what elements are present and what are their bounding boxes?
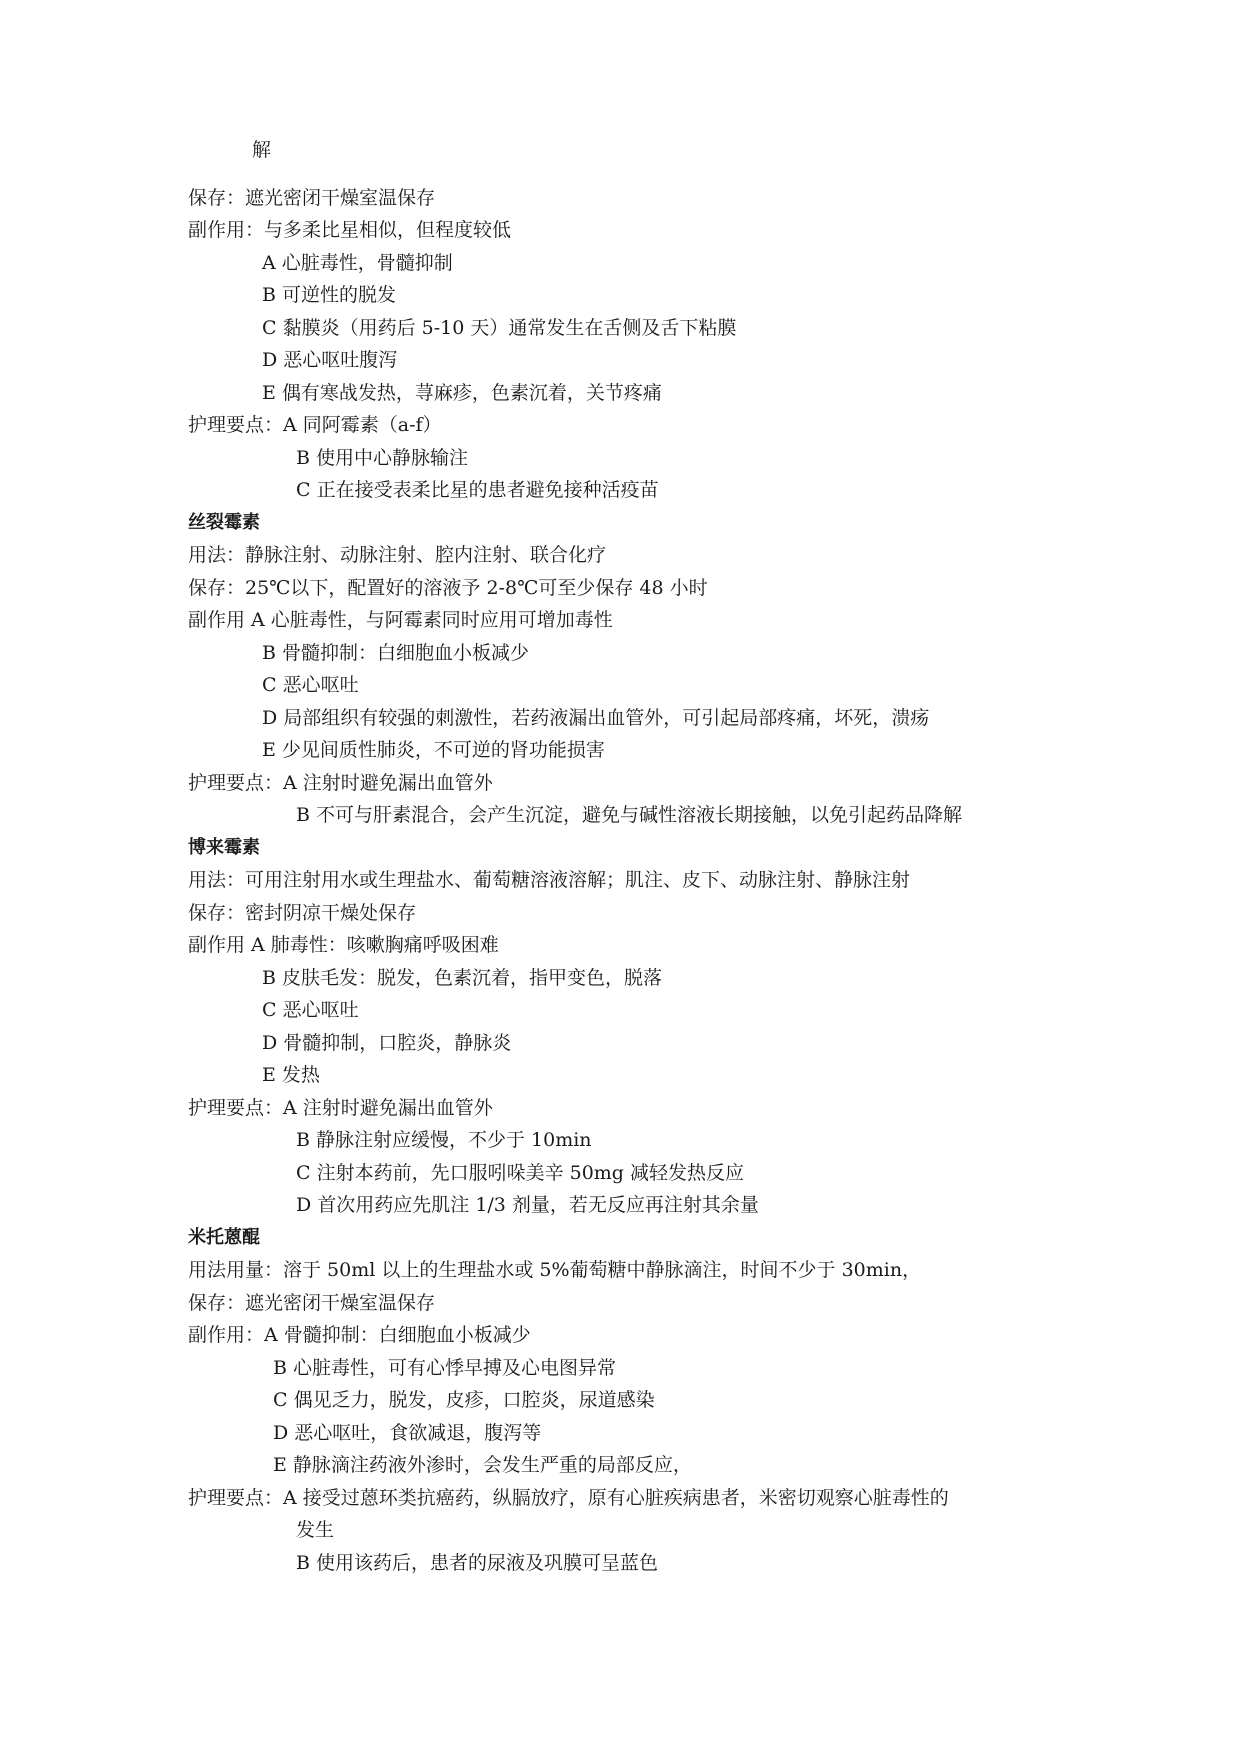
text-line: B 使用中心静脉输注 xyxy=(296,447,469,469)
text-line: C 恶心呕吐 xyxy=(262,999,359,1021)
text-line: 护理要点：A 注射时避免漏出血管外 xyxy=(188,1097,493,1119)
text-line: B 心脏毒性，可有心悸早搏及心电图异常 xyxy=(273,1357,617,1379)
text-line: D 局部组织有较强的刺激性，若药液漏出血管外，可引起局部疼痛，坏死，溃疡 xyxy=(262,707,930,729)
text-line: 发生 xyxy=(296,1519,335,1541)
text-line: 副作用：与多柔比星相似，但程度较低 xyxy=(188,219,512,241)
text-line: 保存：遮光密闭干燥室温保存 xyxy=(188,1292,436,1314)
text-line: B 使用该药后，患者的尿液及巩膜可呈蓝色 xyxy=(296,1552,659,1574)
text-line: 用法：可用注射用水或生理盐水、葡萄糖溶液溶解；肌注、皮下、动脉注射、静脉注射 xyxy=(188,869,911,891)
text-line: 用法：静脉注射、动脉注射、腔内注射、联合化疗 xyxy=(188,544,607,566)
text-line: E 发热 xyxy=(262,1064,320,1086)
text-line: B 可逆性的脱发 xyxy=(262,284,397,306)
text-line: 用法用量：溶于 50ml 以上的生理盐水或 5%葡萄糖中静脉滴注，时间不少于 30min， xyxy=(188,1259,922,1281)
text-line: E 静脉滴注药液外渗时，会发生严重的局部反应， xyxy=(273,1454,692,1476)
text-line: C 黏膜炎（用药后 5-10 天）通常发生在舌侧及舌下粘膜 xyxy=(262,317,737,339)
text-line: 解 xyxy=(252,139,272,161)
text-line: B 不可与肝素混合，会产生沉淀，避免与碱性溶液长期接触，以免引起药品降解 xyxy=(296,804,963,826)
text-line: B 皮肤毛发：脱发，色素沉着，指甲变色，脱落 xyxy=(262,967,663,989)
text-line: B 静脉注射应缓慢，不少于 10min xyxy=(296,1129,592,1151)
text-line: E 少见间质性肺炎，不可逆的肾功能损害 xyxy=(262,739,605,761)
text-line: 保存：25℃以下，配置好的溶液予 2-8℃可至少保存 48 小时 xyxy=(188,577,708,599)
text-line: D 骨髓抑制，口腔炎，静脉炎 xyxy=(262,1032,512,1054)
text-line: 护理要点：A 接受过蒽环类抗癌药，纵膈放疗，原有心脏疾病患者，米密切观察心脏毒性的 xyxy=(188,1487,949,1509)
section-heading: 博来霉素 xyxy=(188,837,260,858)
text-line: D 恶心呕吐，食欲减退，腹泻等 xyxy=(273,1422,542,1444)
text-line: C 注射本药前，先口服吲哚美辛 50mg 减轻发热反应 xyxy=(296,1162,745,1184)
section-heading: 米托蒽醌 xyxy=(188,1227,260,1248)
section-heading: 丝裂霉素 xyxy=(188,512,260,533)
text-line: C 正在接受表柔比星的患者避免接种活疫苗 xyxy=(296,479,659,501)
text-line: E 偶有寒战发热，荨麻疹，色素沉着，关节疼痛 xyxy=(262,382,662,404)
text-line: A 心脏毒性，骨髓抑制 xyxy=(262,252,453,274)
text-line: D 首次用药应先肌注 1/3 剂量，若无反应再注射其余量 xyxy=(296,1194,759,1216)
text-line: 保存：遮光密闭干燥室温保存 xyxy=(188,187,436,209)
text-line: 护理要点：A 同阿霉素（a-f） xyxy=(188,414,442,436)
text-line: D 恶心呕吐腹泻 xyxy=(262,349,398,371)
text-line: C 偶见乏力，脱发，皮疹，口腔炎，尿道感染 xyxy=(273,1389,655,1411)
text-line: 副作用 A 肺毒性：咳嗽胸痛呼吸困难 xyxy=(188,934,499,956)
text-line: 护理要点：A 注射时避免漏出血管外 xyxy=(188,772,493,794)
text-line: C 恶心呕吐 xyxy=(262,674,359,696)
text-line: 副作用 A 心脏毒性，与阿霉素同时应用可增加毒性 xyxy=(188,609,613,631)
text-line: 保存：密封阴凉干燥处保存 xyxy=(188,902,417,924)
text-line: 副作用：A 骨髓抑制：白细胞血小板减少 xyxy=(188,1324,531,1346)
text-line: B 骨髓抑制：白细胞血小板减少 xyxy=(262,642,530,664)
